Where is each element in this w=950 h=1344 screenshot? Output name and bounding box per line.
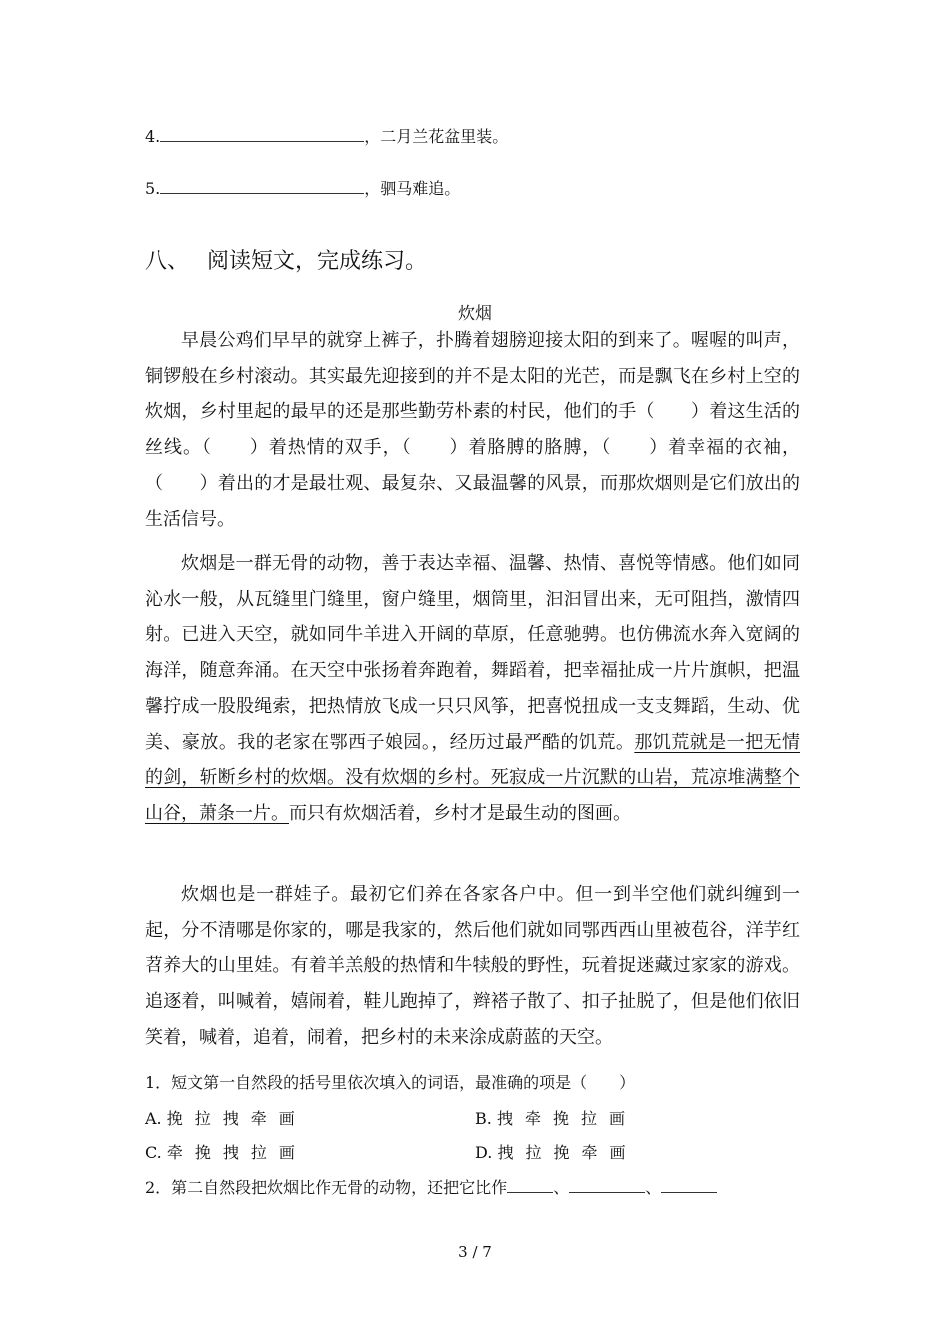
item-text: ，驷马难追。 [364, 179, 461, 198]
paragraph-2 [145, 546, 800, 832]
fill-blank-item-4 [145, 124, 508, 147]
section-number: 八、 [145, 249, 190, 274]
option-c[interactable]: C. 牵 挽 拽 拉 画 [145, 1143, 295, 1162]
item-number: 4. [145, 127, 161, 146]
section-title: 阅读短文，完成练习。 [207, 249, 428, 274]
article-title: 炊烟 [458, 304, 492, 324]
option-a[interactable]: A. 挽 拉 拽 牵 画 [145, 1109, 295, 1128]
question-2: 2．第二自然段把炊烟比作无骨的动物，还把它比作 、 、 [145, 1175, 717, 1198]
answer-blank-3[interactable] [661, 1178, 717, 1193]
page-number: 3 / 7 [458, 1243, 492, 1261]
answer-blank[interactable] [160, 127, 364, 142]
paragraph-1: 早晨公鸡们早早的就穿上裤子，扑腾着翅膀迎接太阳的到来了。喔喔的叫声，铜锣般在乡村滚动。其实最先迎接到的并不是太阳的光芒，而是飘飞在乡村上空的炊烟，乡村里起的最早的还是那些勤劳朴素的村民，他们的手（ ）着这生活的丝线。（ ）着热情的双手，（ ）着胳膊的胳膊，（ ）着幸福的衣袖，（ ）着出的才是最壮观、最复杂、又最温馨的风景，而那炊烟则是它们放出的生活信号。 [145, 330, 800, 530]
paragraph-2-text-a: 炊烟是一群无骨的动物，善于表达幸福、温馨、热情、喜悦等情感。他们如同沁水一般，从瓦缝里门缝里，窗户缝里，烟筒里，汩汩冒出来，无可阻挡，激情四射。已进入天空，就如同牛羊进入开阔的草原，任意驰骋。也仿佛流水奔入宽阔的海洋，随意奔涌。在天空中张扬着奔跑着，舞蹈着，把幸福扯成一片片旗帜，把温馨拧成一股股绳索，把热情放飞成一只只风筝，把喜悦扭成一支支舞蹈，生动、优美、豪放。我的老家在鄂西子娘园。，经历过最严酷的饥荒。 [145, 553, 800, 753]
answer-blank[interactable] [160, 179, 364, 194]
paragraph-2-text-b: 而只有炊烟活着，乡村才是最生动的图画。 [289, 802, 631, 824]
option-b[interactable]: B. 拽 牵 挽 拉 画 [475, 1109, 626, 1128]
answer-blank-2[interactable] [569, 1178, 645, 1193]
answer-blank-1[interactable] [507, 1178, 553, 1193]
item-text: ，二月兰花盆里装。 [364, 127, 509, 146]
underlined-sentence: 那饥荒就是一把无情的剑，斩断乡村的炊烟。没有炊烟的乡村。死寂成一片沉默的山岩，荒凉堆满整个山谷，萧条一片。 [145, 731, 801, 824]
section-heading [145, 244, 427, 275]
option-d[interactable]: D. 拽 拉 挽 牵 画 [475, 1143, 626, 1162]
item-number: 5. [145, 179, 161, 198]
paragraph-3: 炊烟也是一群娃子。最初它们养在各家各户中。但一到半空他们就纠缠到一起，分不清哪是你家的，哪是我家的，然后他们就如同鄂西西山里被苞谷，洋芋红苕养大的山里娃。有着羊羔般的热情和牛犊般的野性，玩着捉迷藏过家家的游戏。追逐着，叫喊着，嬉闹着，鞋儿跑掉了，辫褡子散了、扣子扯脱了，但是他们依旧笑着，喊着，追着，闹着，把乡村的未来涂成蔚蓝的天空。 [145, 884, 800, 1048]
question-1: 1．短文第一自然段的括号里依次填入的词语，最准确的项是（ ） [145, 1073, 636, 1092]
fill-blank-item-5 [145, 176, 460, 199]
